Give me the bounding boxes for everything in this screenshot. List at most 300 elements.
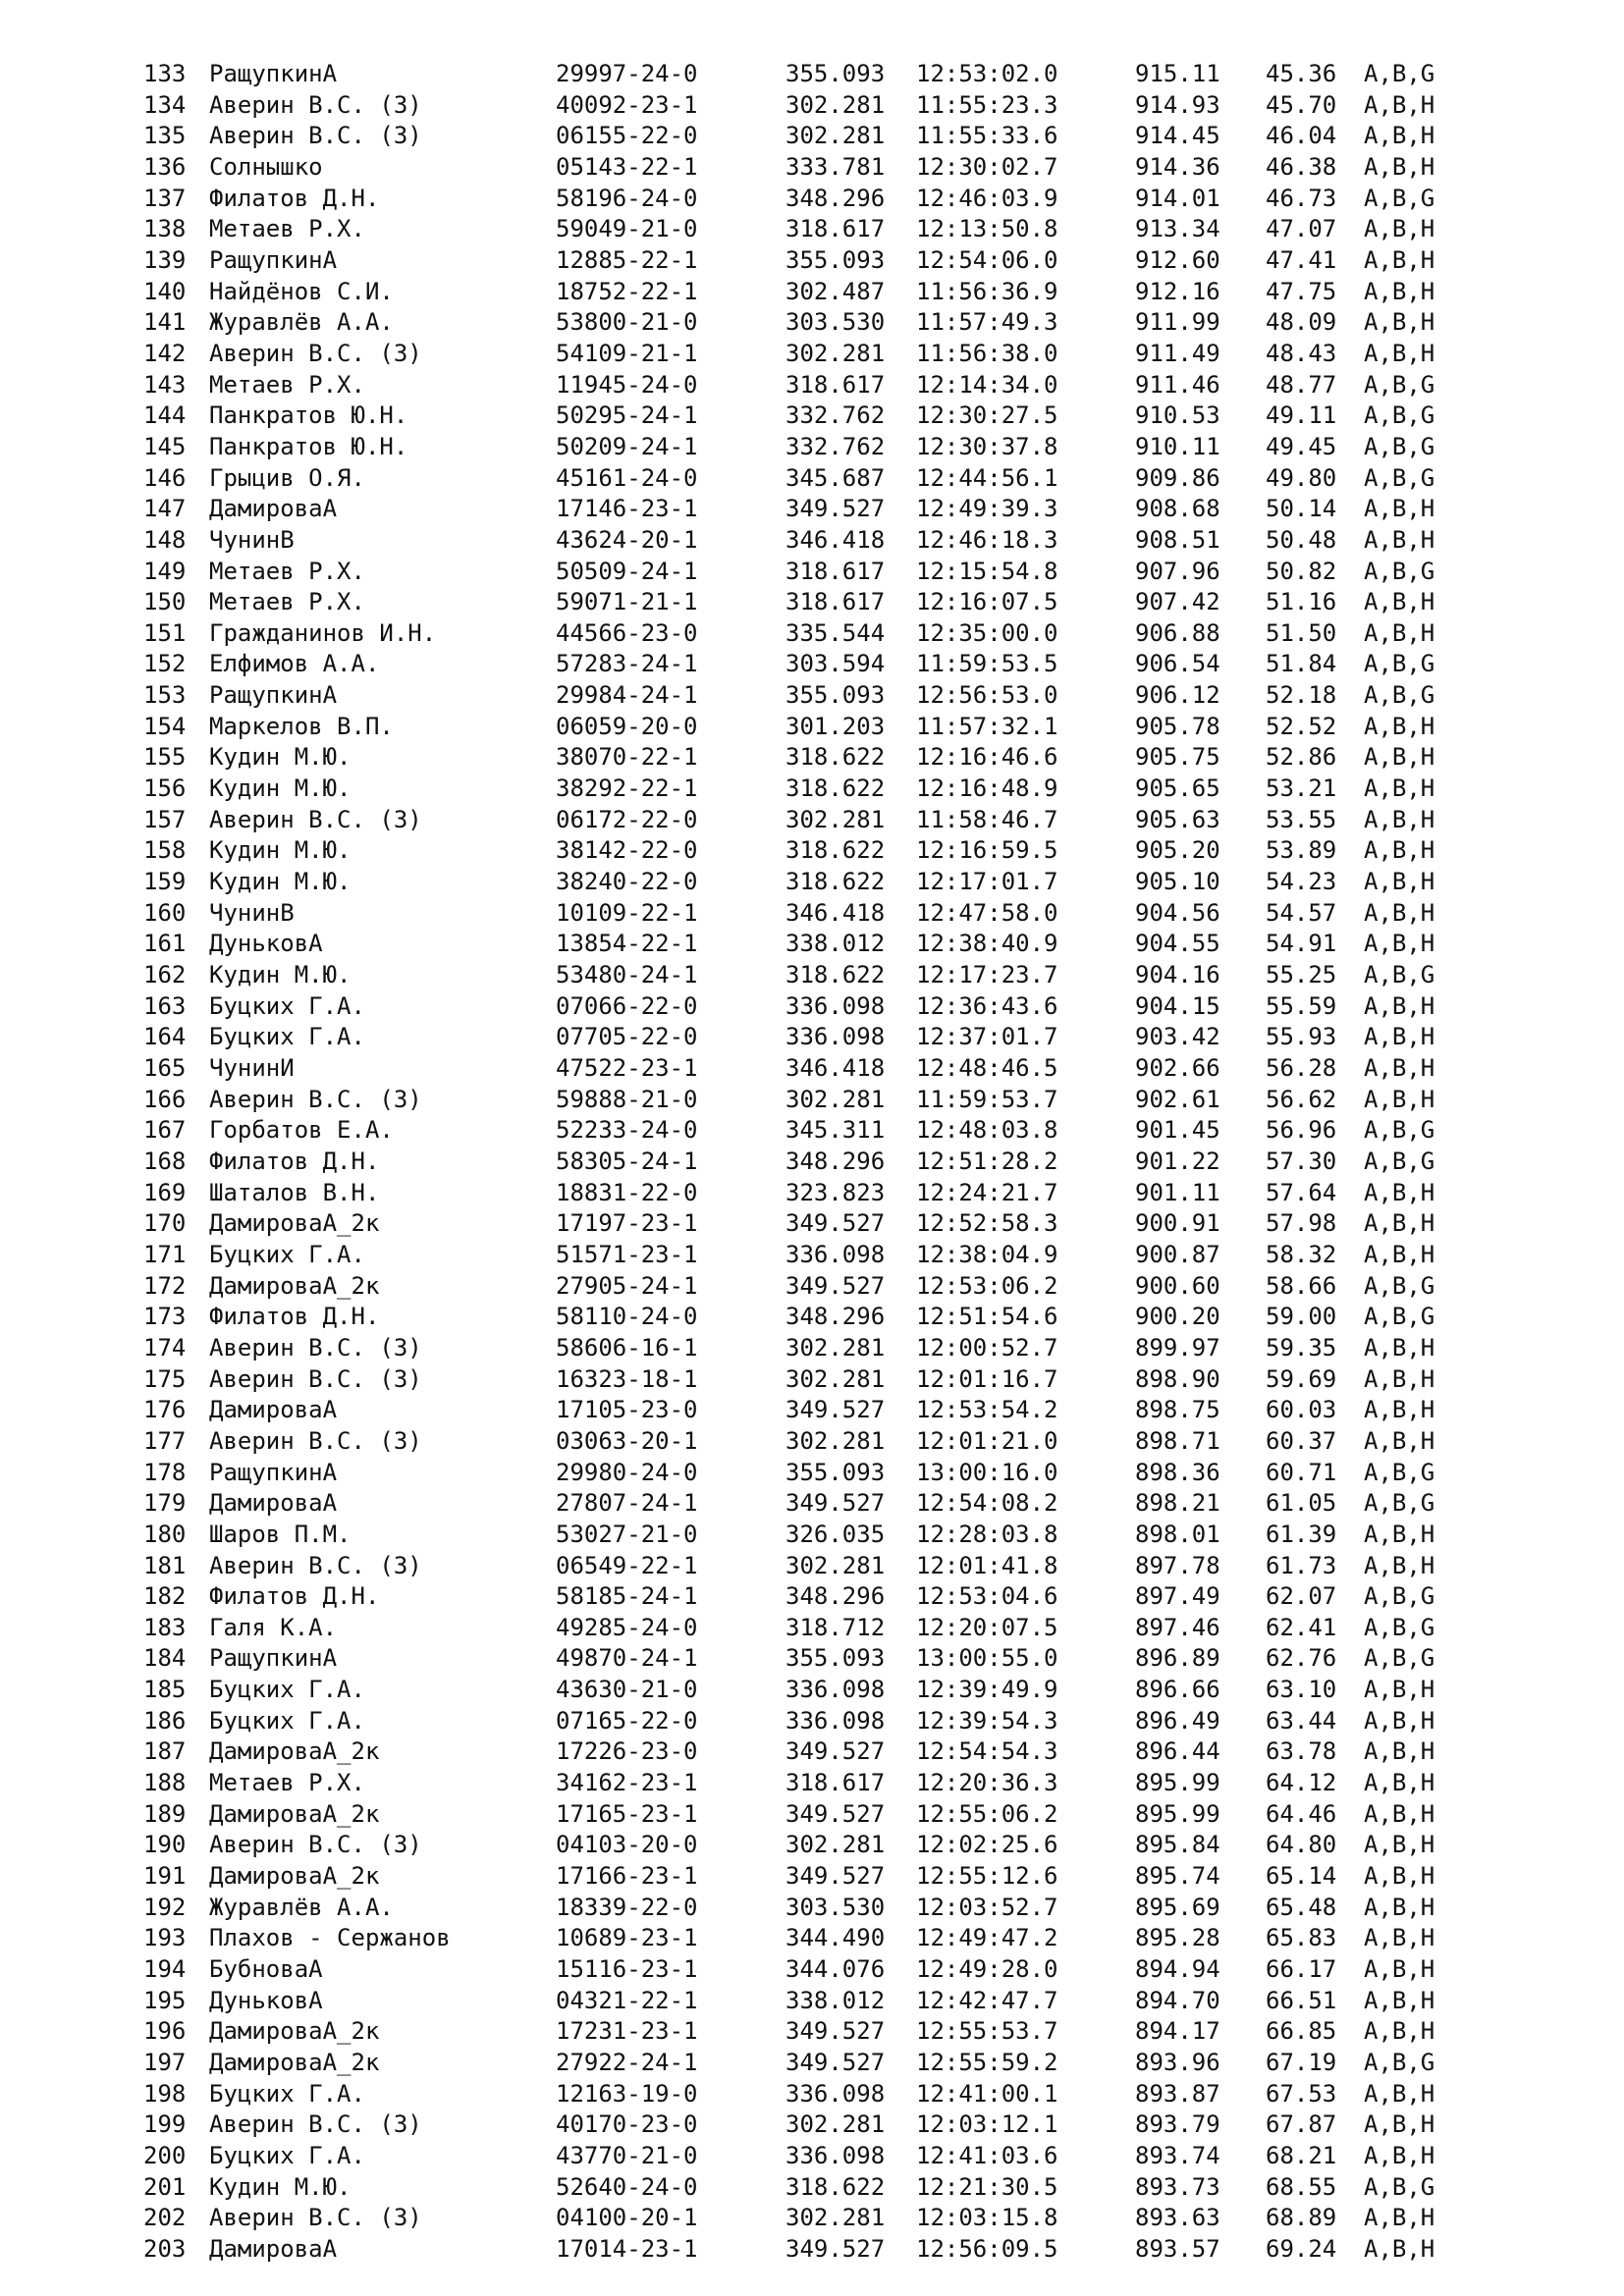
ring-number: 59071-21-1: [556, 588, 698, 616]
arrival-time: 12:53:06.2: [916, 1271, 1058, 1300]
place-number: 134: [143, 90, 187, 119]
place-number: 192: [143, 1893, 187, 1921]
arrival-time: 12:46:03.9: [916, 184, 1058, 212]
category-value: A,B,H: [1364, 1955, 1435, 1984]
coefficient-value: 56.28: [1266, 1054, 1337, 1082]
coefficient-value: 53.21: [1266, 774, 1337, 803]
result-row: [143, 400, 1518, 432]
result-row: [143, 557, 1518, 588]
category-value: A,B,G: [1364, 1582, 1435, 1611]
distance-value: 318.617: [785, 370, 886, 399]
ring-number: 58196-24-0: [556, 184, 698, 212]
place-number: 153: [143, 681, 187, 710]
distance-value: 318.622: [785, 2172, 886, 2201]
category-value: A,B,G: [1364, 1271, 1435, 1300]
place-number: 147: [143, 495, 187, 523]
arrival-time: 12:21:30.5: [916, 2172, 1058, 2201]
distance-value: 318.622: [785, 774, 886, 803]
arrival-time: 12:30:02.7: [916, 152, 1058, 181]
speed-value: 905.10: [1135, 868, 1220, 896]
arrival-time: 12:49:28.0: [916, 1955, 1058, 1984]
place-number: 160: [143, 898, 187, 927]
coefficient-value: 60.37: [1266, 1426, 1337, 1455]
participant-name: ДамироваА_2к: [209, 1737, 380, 1766]
place-number: 177: [143, 1426, 187, 1455]
coefficient-value: 67.19: [1266, 2049, 1337, 2076]
participant-name: Аверин В.С. (3): [209, 90, 422, 119]
category-value: A,B,H: [1364, 805, 1435, 833]
ring-number: 58606-16-1: [556, 1333, 698, 1362]
place-number: 168: [143, 1147, 187, 1175]
coefficient-value: 61.73: [1266, 1551, 1337, 1579]
coefficient-value: 48.77: [1266, 370, 1337, 399]
arrival-time: 12:20:36.3: [916, 1769, 1058, 1797]
participant-name: ДамироваА_2к: [209, 1209, 380, 1238]
category-value: A,B,G: [1364, 1644, 1435, 1673]
distance-value: 355.093: [785, 245, 886, 274]
result-row: [143, 525, 1518, 557]
coefficient-value: 57.30: [1266, 1147, 1337, 1175]
participant-name: РащупкинА: [209, 1458, 338, 1486]
speed-value: 900.60: [1135, 1271, 1220, 1300]
speed-value: 907.42: [1135, 588, 1220, 616]
participant-name: Кудин М.Ю.: [209, 743, 352, 772]
ring-number: 11945-24-0: [556, 370, 698, 399]
arrival-time: 12:03:52.7: [916, 1893, 1058, 1921]
coefficient-value: 65.14: [1266, 1862, 1337, 1891]
result-row: [143, 1271, 1518, 1303]
result-row: [143, 1675, 1518, 1706]
category-value: A,B,H: [1364, 1737, 1435, 1766]
speed-value: 898.71: [1135, 1426, 1220, 1455]
coefficient-value: 49.11: [1266, 401, 1337, 430]
arrival-time: 12:55:53.7: [916, 2017, 1058, 2046]
arrival-time: 12:39:54.3: [916, 1706, 1058, 1735]
place-number: 164: [143, 1023, 187, 1051]
distance-value: 302.281: [785, 2204, 886, 2232]
participant-name: Филатов Д.Н.: [209, 1582, 380, 1611]
speed-value: 913.34: [1135, 215, 1220, 243]
distance-value: 336.098: [785, 2079, 886, 2108]
arrival-time: 11:55:23.3: [916, 90, 1058, 119]
ring-number: 17231-23-1: [556, 2017, 698, 2046]
category-value: A,B,H: [1364, 1396, 1435, 1424]
coefficient-value: 63.78: [1266, 1737, 1337, 1766]
distance-value: 336.098: [785, 1240, 886, 1268]
result-row: [143, 1302, 1518, 1333]
arrival-time: 12:41:03.6: [916, 2141, 1058, 2169]
distance-value: 302.281: [785, 1551, 886, 1579]
ring-number: 07066-22-0: [556, 991, 698, 1020]
coefficient-value: 62.07: [1266, 1582, 1337, 1611]
distance-value: 336.098: [785, 1023, 886, 1051]
distance-value: 355.093: [785, 60, 886, 87]
place-number: 170: [143, 1209, 187, 1238]
arrival-time: 12:48:46.5: [916, 1054, 1058, 1082]
arrival-time: 11:56:36.9: [916, 277, 1058, 305]
speed-value: 901.45: [1135, 1116, 1220, 1145]
result-row: [143, 774, 1518, 805]
arrival-time: 12:03:15.8: [916, 2204, 1058, 2232]
results-list: [143, 59, 1518, 2266]
distance-value: 346.418: [785, 1054, 886, 1082]
speed-value: 893.87: [1135, 2079, 1220, 2108]
result-row: [143, 2109, 1518, 2141]
category-value: A,B,G: [1364, 401, 1435, 430]
coefficient-value: 53.55: [1266, 805, 1337, 833]
arrival-time: 11:57:32.1: [916, 712, 1058, 740]
arrival-time: 12:35:00.0: [916, 618, 1058, 647]
place-number: 140: [143, 277, 187, 305]
speed-value: 902.61: [1135, 1085, 1220, 1113]
place-number: 158: [143, 836, 187, 865]
speed-value: 904.55: [1135, 930, 1220, 958]
category-value: A,B,H: [1364, 836, 1435, 865]
speed-value: 908.68: [1135, 495, 1220, 523]
place-number: 202: [143, 2204, 187, 2232]
distance-value: 318.622: [785, 743, 886, 772]
speed-value: 914.01: [1135, 184, 1220, 212]
speed-value: 897.49: [1135, 1582, 1220, 1611]
place-number: 174: [143, 1333, 187, 1362]
arrival-time: 12:39:49.9: [916, 1676, 1058, 1704]
arrival-time: 12:16:46.6: [916, 743, 1058, 772]
arrival-time: 12:55:06.2: [916, 1799, 1058, 1828]
category-value: A,B,H: [1364, 122, 1435, 150]
distance-value: 323.823: [785, 1178, 886, 1206]
distance-value: 333.781: [785, 152, 886, 181]
ring-number: 51571-23-1: [556, 1240, 698, 1268]
distance-value: 318.622: [785, 961, 886, 989]
coefficient-value: 46.38: [1266, 152, 1337, 181]
arrival-time: 12:15:54.8: [916, 557, 1058, 585]
arrival-time: 12:17:01.7: [916, 868, 1058, 896]
category-value: A,B,H: [1364, 2234, 1435, 2263]
category-value: A,B,G: [1364, 1303, 1435, 1331]
coefficient-value: 50.82: [1266, 557, 1337, 585]
ring-number: 17166-23-1: [556, 1862, 698, 1891]
arrival-time: 12:37:01.7: [916, 1023, 1058, 1051]
distance-value: 349.527: [785, 1209, 886, 1238]
category-value: A,B,H: [1364, 2141, 1435, 2169]
distance-value: 338.012: [785, 1986, 886, 2014]
category-value: A,B,H: [1364, 1799, 1435, 1828]
result-row: [143, 184, 1518, 215]
speed-value: 901.22: [1135, 1147, 1220, 1175]
ring-number: 06059-20-0: [556, 712, 698, 740]
participant-name: ДамироваА_2к: [209, 2017, 380, 2046]
result-row: [143, 1581, 1518, 1613]
speed-value: 893.73: [1135, 2172, 1220, 2201]
ring-number: 53480-24-1: [556, 961, 698, 989]
speed-value: 896.49: [1135, 1706, 1220, 1735]
speed-value: 909.86: [1135, 463, 1220, 492]
arrival-time: 12:47:58.0: [916, 898, 1058, 927]
distance-value: 302.281: [785, 2110, 886, 2139]
result-row: [143, 59, 1518, 90]
result-row: [143, 1613, 1518, 1644]
speed-value: 905.78: [1135, 712, 1220, 740]
ring-number: 12885-22-1: [556, 245, 698, 274]
place-number: 201: [143, 2172, 187, 2201]
arrival-time: 12:00:52.7: [916, 1333, 1058, 1362]
arrival-time: 12:38:04.9: [916, 1240, 1058, 1268]
category-value: A,B,H: [1364, 1333, 1435, 1362]
speed-value: 910.53: [1135, 401, 1220, 430]
ring-number: 04103-20-0: [556, 1831, 698, 1859]
place-number: 196: [143, 2017, 187, 2046]
category-value: A,B,H: [1364, 1178, 1435, 1206]
coefficient-value: 52.52: [1266, 712, 1337, 740]
ring-number: 45161-24-0: [556, 463, 698, 492]
arrival-time: 12:01:16.7: [916, 1364, 1058, 1393]
category-value: A,B,H: [1364, 1706, 1435, 1735]
distance-value: 318.617: [785, 557, 886, 585]
coefficient-value: 55.25: [1266, 961, 1337, 989]
place-number: 188: [143, 1769, 187, 1797]
coefficient-value: 66.85: [1266, 2017, 1337, 2046]
distance-value: 302.281: [785, 1364, 886, 1393]
speed-value: 904.16: [1135, 961, 1220, 989]
result-row: [143, 1706, 1518, 1737]
distance-value: 338.012: [785, 930, 886, 958]
category-value: A,B,G: [1364, 681, 1435, 710]
speed-value: 905.20: [1135, 836, 1220, 865]
distance-value: 301.203: [785, 712, 886, 740]
place-number: 193: [143, 1924, 187, 1952]
arrival-time: 12:44:56.1: [916, 463, 1058, 492]
ring-number: 17197-23-1: [556, 1209, 698, 1238]
participant-name: Филатов Д.Н.: [209, 184, 380, 212]
category-value: A,B,H: [1364, 588, 1435, 616]
result-row: [143, 494, 1518, 525]
participant-name: Кудин М.Ю.: [209, 868, 352, 896]
result-row: [143, 2048, 1518, 2079]
distance-value: 349.527: [785, 1271, 886, 1300]
ring-number: 18831-22-0: [556, 1178, 698, 1206]
result-row: [143, 1830, 1518, 1861]
coefficient-value: 61.39: [1266, 1520, 1337, 1548]
distance-value: 302.487: [785, 277, 886, 305]
category-value: A,B,G: [1364, 432, 1435, 460]
category-value: A,B,G: [1364, 1147, 1435, 1175]
speed-value: 905.63: [1135, 805, 1220, 833]
coefficient-value: 50.48: [1266, 525, 1337, 554]
ring-number: 43770-21-0: [556, 2141, 698, 2169]
result-row: [143, 2234, 1518, 2266]
result-row: [143, 1799, 1518, 1831]
arrival-time: 12:17:23.7: [916, 961, 1058, 989]
category-value: A,B,G: [1364, 463, 1435, 492]
ring-number: 49870-24-1: [556, 1644, 698, 1673]
place-number: 136: [143, 152, 187, 181]
arrival-time: 12:28:03.8: [916, 1520, 1058, 1548]
ring-number: 29997-24-0: [556, 60, 698, 87]
distance-value: 336.098: [785, 1706, 886, 1735]
arrival-time: 12:51:54.6: [916, 1303, 1058, 1331]
speed-value: 895.84: [1135, 1831, 1220, 1859]
ring-number: 18752-22-1: [556, 277, 698, 305]
category-value: A,B,H: [1364, 1426, 1435, 1455]
participant-name: Аверин В.С. (3): [209, 1085, 422, 1113]
participant-name: Маркелов В.П.: [209, 712, 394, 740]
distance-value: 318.617: [785, 1769, 886, 1797]
coefficient-value: 60.71: [1266, 1458, 1337, 1486]
category-value: A,B,H: [1364, 152, 1435, 181]
place-number: 194: [143, 1955, 187, 1984]
arrival-time: 12:38:40.9: [916, 930, 1058, 958]
ring-number: 10109-22-1: [556, 898, 698, 927]
result-row: [143, 1364, 1518, 1396]
coefficient-value: 54.57: [1266, 898, 1337, 927]
distance-value: 348.296: [785, 184, 886, 212]
distance-value: 318.617: [785, 588, 886, 616]
arrival-time: 12:52:58.3: [916, 1209, 1058, 1238]
place-number: 172: [143, 1271, 187, 1300]
result-row: [143, 1395, 1518, 1426]
coefficient-value: 49.80: [1266, 463, 1337, 492]
speed-value: 903.42: [1135, 1023, 1220, 1051]
arrival-time: 12:20:07.5: [916, 1613, 1058, 1641]
participant-name: ДамироваА: [209, 1396, 338, 1424]
result-row: [143, 867, 1518, 898]
distance-value: 303.530: [785, 308, 886, 337]
coefficient-value: 64.12: [1266, 1769, 1337, 1797]
category-value: A,B,G: [1364, 2172, 1435, 2201]
place-number: 149: [143, 557, 187, 585]
category-value: A,B,H: [1364, 525, 1435, 554]
ring-number: 52640-24-0: [556, 2172, 698, 2201]
speed-value: 906.88: [1135, 618, 1220, 647]
result-row: [143, 1861, 1518, 1893]
distance-value: 344.076: [785, 1955, 886, 1984]
result-row: [143, 898, 1518, 930]
arrival-time: 12:36:43.6: [916, 991, 1058, 1020]
speed-value: 906.54: [1135, 650, 1220, 678]
speed-value: 898.36: [1135, 1458, 1220, 1486]
result-row: [143, 1954, 1518, 1986]
category-value: A,B,G: [1364, 1613, 1435, 1641]
coefficient-value: 68.89: [1266, 2204, 1337, 2232]
coefficient-value: 52.18: [1266, 681, 1337, 710]
speed-value: 907.96: [1135, 557, 1220, 585]
distance-value: 346.418: [785, 525, 886, 554]
category-value: A,B,H: [1364, 245, 1435, 274]
participant-name: Буцких Г.А.: [209, 2079, 365, 2108]
ring-number: 54109-21-1: [556, 339, 698, 367]
ring-number: 07165-22-0: [556, 1706, 698, 1735]
arrival-time: 11:57:49.3: [916, 308, 1058, 337]
coefficient-value: 67.53: [1266, 2079, 1337, 2108]
result-row: [143, 1643, 1518, 1675]
place-number: 176: [143, 1396, 187, 1424]
distance-value: 349.527: [785, 1489, 886, 1518]
coefficient-value: 62.76: [1266, 1644, 1337, 1673]
result-row: [143, 1736, 1518, 1768]
coefficient-value: 58.32: [1266, 1240, 1337, 1268]
coefficient-value: 57.64: [1266, 1178, 1337, 1206]
place-number: 138: [143, 215, 187, 243]
participant-name: Аверин В.С. (3): [209, 2204, 422, 2232]
speed-value: 896.89: [1135, 1644, 1220, 1673]
coefficient-value: 68.55: [1266, 2172, 1337, 2201]
distance-value: 318.617: [785, 215, 886, 243]
arrival-time: 12:02:25.6: [916, 1831, 1058, 1859]
category-value: A,B,H: [1364, 495, 1435, 523]
ring-number: 57283-24-1: [556, 650, 698, 678]
ring-number: 50295-24-1: [556, 401, 698, 430]
result-row: [143, 463, 1518, 495]
result-row: [143, 214, 1518, 245]
category-value: A,B,H: [1364, 1893, 1435, 1921]
coefficient-value: 49.45: [1266, 432, 1337, 460]
place-number: 154: [143, 712, 187, 740]
distance-value: 336.098: [785, 2141, 886, 2169]
participant-name: Гражданинов И.Н.: [209, 618, 437, 647]
coefficient-value: 59.35: [1266, 1333, 1337, 1362]
distance-value: 318.712: [785, 1613, 886, 1641]
speed-value: 915.11: [1135, 60, 1220, 87]
result-row: [143, 991, 1518, 1023]
arrival-time: 12:03:12.1: [916, 2110, 1058, 2139]
distance-value: 349.527: [785, 1799, 886, 1828]
speed-value: 905.75: [1135, 743, 1220, 772]
speed-value: 908.51: [1135, 525, 1220, 554]
result-row: [143, 1115, 1518, 1147]
distance-value: 349.527: [785, 2017, 886, 2046]
speed-value: 895.69: [1135, 1893, 1220, 1921]
participant-name: Буцких Г.А.: [209, 1706, 365, 1735]
category-value: A,B,H: [1364, 618, 1435, 647]
coefficient-value: 66.17: [1266, 1955, 1337, 1984]
ring-number: 16323-18-1: [556, 1364, 698, 1393]
ring-number: 17014-23-1: [556, 2234, 698, 2263]
ring-number: 03063-20-1: [556, 1426, 698, 1455]
coefficient-value: 58.66: [1266, 1271, 1337, 1300]
distance-value: 349.527: [785, 2234, 886, 2263]
result-row: [143, 1178, 1518, 1209]
speed-value: 914.45: [1135, 122, 1220, 150]
speed-value: 893.57: [1135, 2234, 1220, 2263]
result-row: [143, 1551, 1518, 1582]
speed-value: 904.15: [1135, 991, 1220, 1020]
place-number: 175: [143, 1364, 187, 1393]
coefficient-value: 59.69: [1266, 1364, 1337, 1393]
ring-number: 15116-23-1: [556, 1955, 698, 1984]
speed-value: 895.99: [1135, 1769, 1220, 1797]
speed-value: 893.79: [1135, 2110, 1220, 2139]
distance-value: 349.527: [785, 495, 886, 523]
ring-number: 38292-22-1: [556, 774, 698, 803]
category-value: A,B,H: [1364, 1209, 1435, 1238]
category-value: A,B,H: [1364, 1769, 1435, 1797]
coefficient-value: 63.10: [1266, 1676, 1337, 1704]
category-value: A,B,H: [1364, 1520, 1435, 1548]
category-value: A,B,G: [1364, 370, 1435, 399]
participant-name: Буцких Г.А.: [209, 1676, 365, 1704]
place-number: 203: [143, 2234, 187, 2263]
place-number: 199: [143, 2110, 187, 2139]
participant-name: Плахов - Сержанов: [209, 1924, 451, 1952]
participant-name: Елфимов А.А.: [209, 650, 380, 678]
participant-name: Филатов Д.Н.: [209, 1303, 380, 1331]
coefficient-value: 50.14: [1266, 495, 1337, 523]
place-number: 180: [143, 1520, 187, 1548]
participant-name: БубноваА: [209, 1955, 323, 1984]
ring-number: 58185-24-1: [556, 1582, 698, 1611]
participant-name: ДамироваА_2к: [209, 1799, 380, 1828]
place-number: 150: [143, 588, 187, 616]
